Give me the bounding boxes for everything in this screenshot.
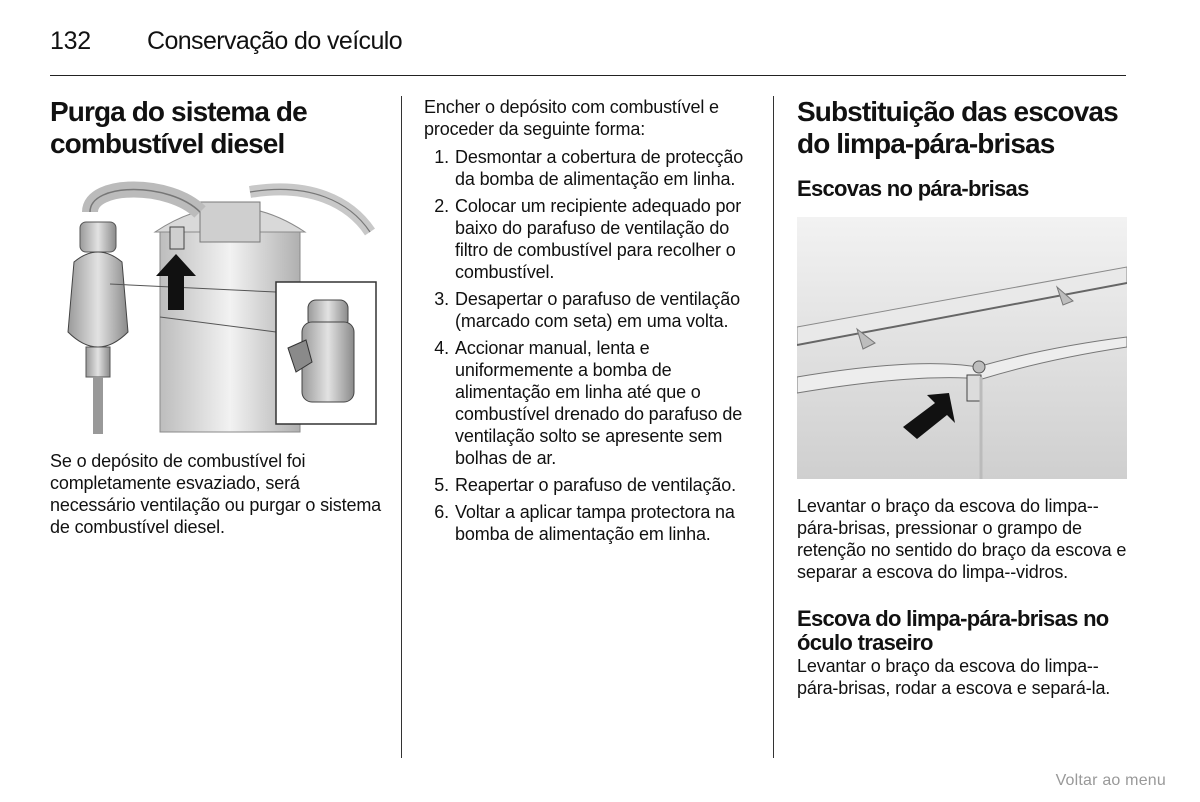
paragraph-windscreen-blade: Levantar o braço da escova do limpa--pára-brisas, pressionar o grampo de retenção no sentido do braço da escova e separar a escova do limpa--vidros. bbox=[797, 496, 1127, 582]
column-diesel-purge bbox=[50, 96, 385, 538]
list-item: 3. Desapertar o parafuso de ventilação (marcado com seta) em uma volta. bbox=[434, 289, 740, 331]
heading-diesel-purge: Purga do sistema de combustível diesel bbox=[50, 96, 307, 159]
procedure-intro: Encher o depósito com combustível e proceder da seguinte forma: bbox=[424, 97, 719, 139]
column-divider-right bbox=[773, 96, 774, 758]
heading-wiper-blades: Substituição das escovas do limpa-pára-brisas bbox=[797, 96, 1118, 159]
column-wiper-blades bbox=[797, 96, 1132, 699]
wiper-arm-illustration bbox=[797, 217, 1127, 479]
column-procedure bbox=[424, 96, 759, 550]
subheading-rear-window-blade: Escova do limpa-pára-brisas no óculo traseiro bbox=[797, 606, 1109, 655]
back-to-menu-link[interactable]: Voltar ao menu bbox=[1055, 772, 1166, 789]
section-title: Conservação do veículo bbox=[147, 27, 403, 55]
page-number: 132 bbox=[50, 27, 91, 55]
subheading-windscreen-blades: Escovas no pára-brisas bbox=[797, 176, 1029, 201]
list-item: 6. Voltar a aplicar tampa protectora na bomba de alimentação em linha. bbox=[434, 502, 735, 544]
fuel-filter-illustration bbox=[50, 172, 380, 434]
page-header bbox=[50, 26, 1126, 76]
paragraph-diesel-purge: Se o depósito de combustível foi completamente esvaziado, será necessário ventilação ou purgar o sistema de combustível diesel. bbox=[50, 451, 382, 537]
procedure-steps bbox=[424, 146, 759, 545]
list-item: 1. Desmontar a cobertura de protecção da bomba de alimentação em linha. bbox=[434, 147, 744, 189]
column-divider-left bbox=[401, 96, 402, 758]
list-item: 2. Colocar um recipiente adequado por baixo do parafuso de ventilação do filtro de combustível para recolher o combustível. bbox=[434, 196, 742, 282]
paragraph-rear-window-blade: Levantar o braço da escova do limpa--pára-brisas, rodar a escova e separá-la. bbox=[797, 656, 1111, 698]
list-item: 4. Accionar manual, lenta e uniformemente a bomba de alimentação em linha até que o combustível drenado do parafuso de ventilação solto se apresente sem bolhas de ar. bbox=[434, 338, 743, 468]
list-item: 5. Reapertar o parafuso de ventilação. bbox=[434, 475, 736, 495]
